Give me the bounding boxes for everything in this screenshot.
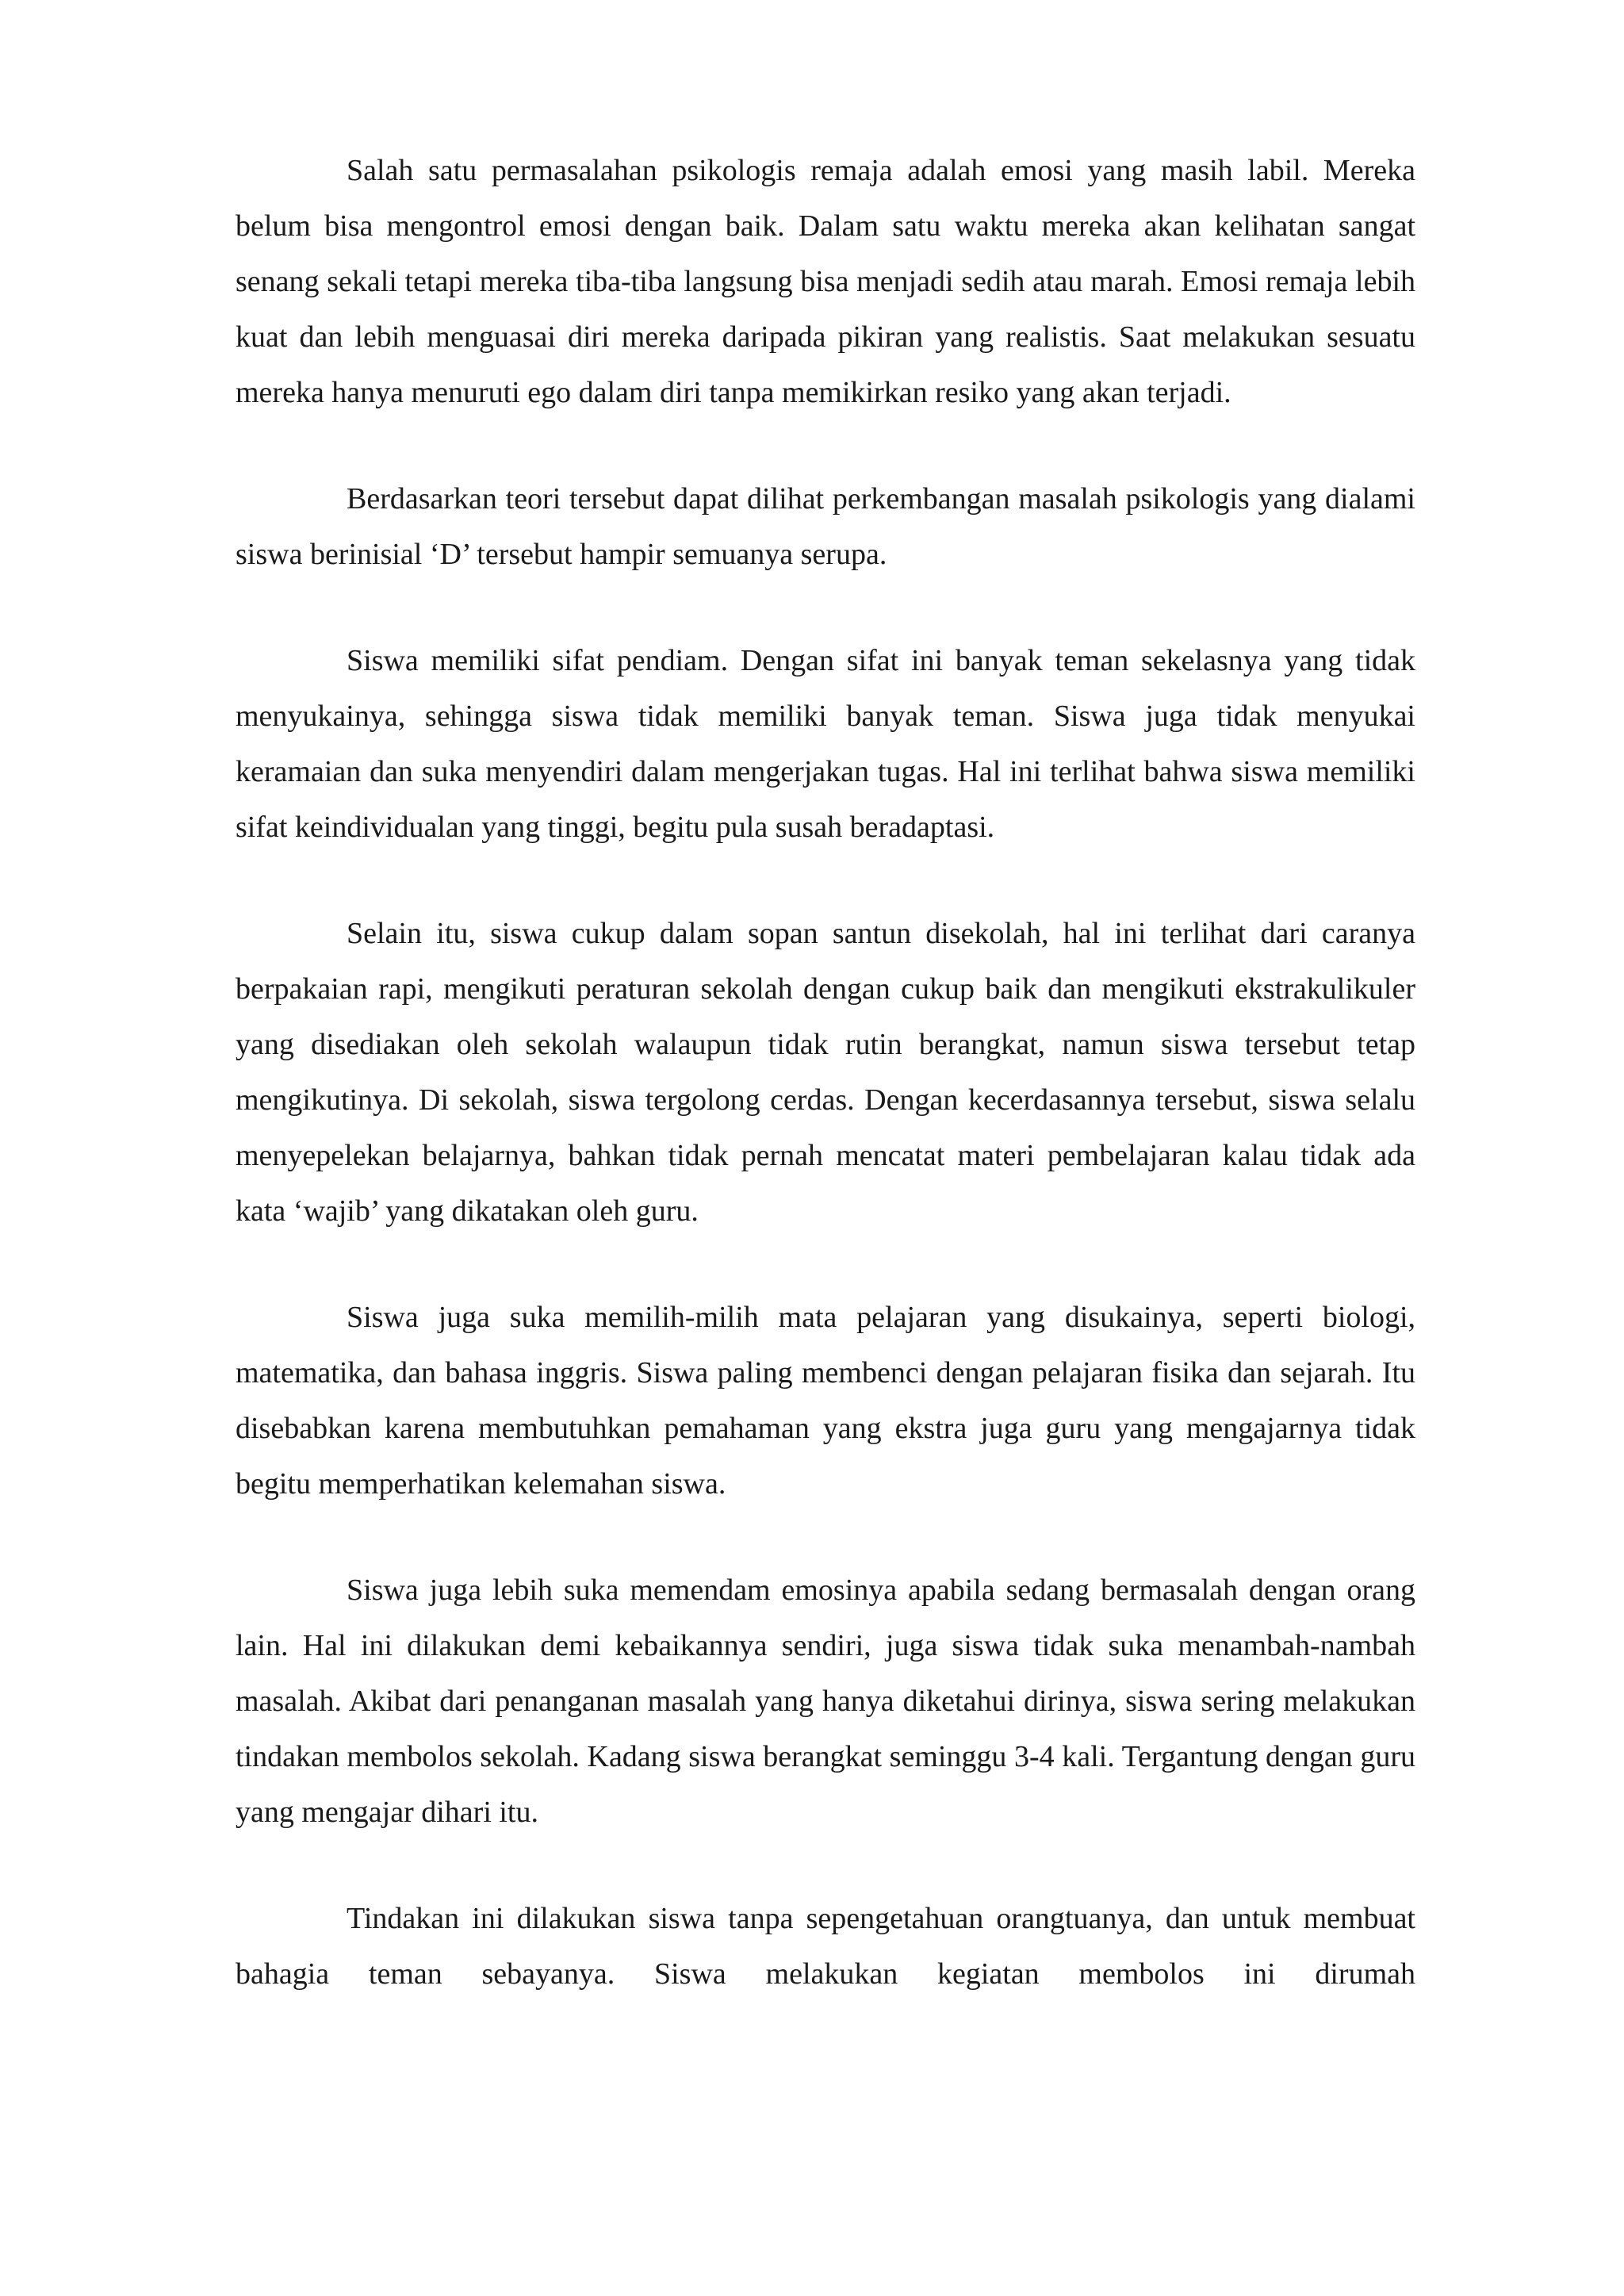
paragraph-tindakan-membolos: Tindakan ini dilakukan siswa tanpa sepengetahuan orangtuanya, dan untuk membuat bahagia teman sebayanya. Siswa melakukan kegiatan membolos ini dirumah	[236, 1902, 1415, 1991]
paragraph-memendam-emosi: Siswa juga lebih suka memendam emosinya apabila sedang bermasalah dengan orang lain. Hal ini dilakukan demi kebaikannya sendiri, juga siswa tidak suka menambah-nambah masalah. Akibat dari penanganan masalah yang hanya diketahui dirinya, siswa sering melakukan tindakan membolos sekolah. Kadang siswa berangkat seminggu 3-4 kali. Tergantung dengan guru yang mengajar dihari itu.	[236, 1573, 1415, 1829]
paragraph-sifat-pendiam: Siswa memiliki sifat pendiam. Dengan sifat ini banyak teman sekelasnya yang tidak menyukainya, sehingga siswa tidak memiliki banyak teman. Siswa juga tidak menyukai keramaian dan suka menyendiri dalam mengerjakan tugas. Hal ini terlihat bahwa siswa memiliki sifat keindividualan yang tinggi, begitu pula susah beradaptasi.	[236, 644, 1415, 844]
paragraph-sopan-santun: Selain itu, siswa cukup dalam sopan santun disekolah, hal ini terlihat dari caranya berpakaian rapi, mengikuti peraturan sekolah dengan cukup baik dan mengikuti ekstrakulikuler yang disediakan oleh sekolah walaupun tidak rutin berangkat, namun siswa tersebut tetap mengikutinya. Di sekolah, siswa tergolong cerdas. Dengan kecerdasannya tersebut, siswa selalu menyepelekan belajarnya, bahkan tidak pernah mencatat materi pembelajaran kalau tidak ada kata ‘wajib’ yang dikatakan oleh guru.	[236, 917, 1415, 1228]
document-body	[236, 143, 1415, 2002]
paragraph-emosi-remaja: Salah satu permasalahan psikologis remaja adalah emosi yang masih labil. Mereka belum bisa mengontrol emosi dengan baik. Dalam satu waktu mereka akan kelihatan sangat senang sekali tetapi mereka tiba-tiba langsung bisa menjadi sedih atau marah. Emosi remaja lebih kuat dan lebih menguasai diri mereka daripada pikiran yang realistis. Saat melakukan sesuatu mereka hanya menuruti ego dalam diri tanpa memikirkan resiko yang akan terjadi.	[236, 154, 1415, 409]
paragraph-mata-pelajaran: Siswa juga suka memilih-milih mata pelajaran yang disukainya, seperti biologi, matematika, dan bahasa inggris. Siswa paling membenci dengan pelajaran fisika dan sejarah. Itu disebabkan karena membutuhkan pemahaman yang ekstra juga guru yang mengajarnya tidak begitu memperhatikan kelemahan siswa.	[236, 1301, 1415, 1501]
paragraph-berdasarkan-teori: Berdasarkan teori tersebut dapat dilihat perkembangan masalah psikologis yang dialami siswa berinisial ‘D’ tersebut hampir semuanya serupa.	[236, 482, 1415, 571]
